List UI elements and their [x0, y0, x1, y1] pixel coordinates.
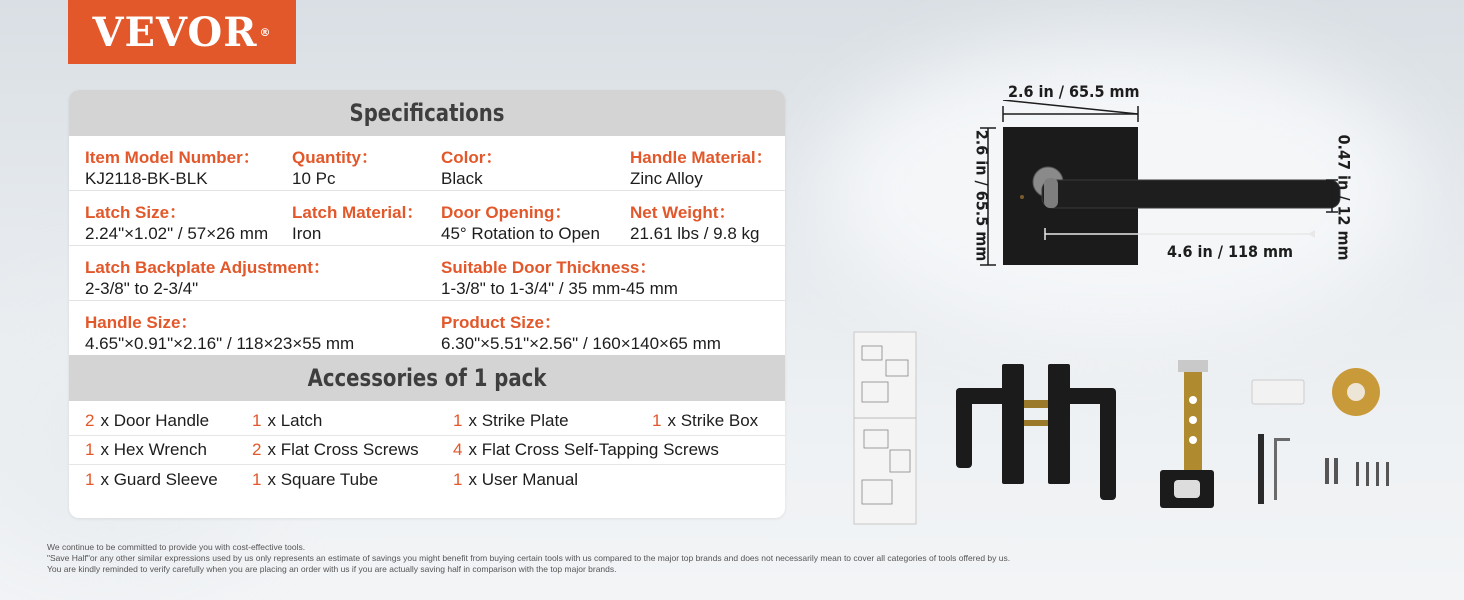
- spec-row: [69, 246, 785, 301]
- spec-item: [614, 203, 784, 245]
- accessory-item: [437, 411, 636, 431]
- spec-row: [69, 191, 785, 246]
- accessory-name: x Strike Box: [667, 411, 759, 430]
- brand-logo: VEVOR ®: [68, 0, 296, 64]
- spec-item: [614, 148, 784, 190]
- disclaimer-line: You are kindly reminded to verify carefully when you are placing an order with us if you are actually saving half in comparison with the top major brands.: [47, 564, 617, 574]
- accessories-header: [69, 355, 785, 401]
- spec-value: KJ2118-BK-BLK: [85, 169, 208, 188]
- spec-item: [69, 313, 425, 355]
- spec-item: [69, 258, 425, 300]
- spec-row: [69, 301, 785, 355]
- accessory-item: [69, 440, 236, 460]
- hex-wrench-icon: [1258, 434, 1290, 504]
- disclaimer: [47, 542, 1010, 575]
- spec-label: Item Model Number：: [85, 148, 260, 167]
- accessory-qty: 1: [252, 469, 262, 489]
- accessory-name: x Door Handle: [100, 411, 210, 430]
- accessory-row: [69, 465, 785, 494]
- accessory-name: x User Manual: [468, 469, 579, 489]
- spec-label: Handle Size：: [85, 313, 198, 332]
- accessory-row: [69, 436, 785, 465]
- specifications-header: [69, 90, 785, 136]
- spec-item: [69, 148, 276, 190]
- spec-item: [425, 258, 784, 300]
- accessory-item: [69, 411, 236, 431]
- spec-value: Zinc Alloy: [630, 169, 703, 188]
- spec-label: Product Size：: [441, 313, 561, 332]
- accessories-image: [850, 330, 1410, 530]
- accessory-name: x Guard Sleeve: [100, 469, 218, 489]
- spec-item: [425, 313, 784, 355]
- accessory-item: [636, 411, 784, 431]
- accessory-item: [236, 411, 437, 431]
- spec-row: [69, 136, 785, 191]
- spec-card: [69, 90, 785, 518]
- height-dimension-label: 2.6 in / 65.5 mm: [972, 129, 992, 262]
- spec-label: Latch Size：: [85, 203, 187, 222]
- spec-value: 6.30"×5.51"×2.56" / 160×140×65 mm: [441, 334, 721, 353]
- handle-thickness-label: 0.47 in / 12 mm: [1334, 134, 1354, 261]
- accessory-row: [69, 407, 785, 436]
- spec-value: 21.61 lbs / 9.8 kg: [630, 224, 760, 243]
- accessory-name: x Strike Plate: [468, 411, 569, 430]
- accessory-item: [437, 440, 784, 460]
- spec-label: Color：: [441, 148, 503, 167]
- guard-sleeve-icon: [1252, 380, 1304, 404]
- accessory-qty: 2: [252, 440, 262, 459]
- accessory-item: [437, 470, 784, 490]
- accessory-qty: 1: [252, 411, 262, 430]
- spec-label: Suitable Door Thickness：: [441, 258, 657, 277]
- spec-value: Black: [441, 169, 483, 188]
- spec-value: Iron: [292, 224, 322, 243]
- accessory-qty: 1: [85, 469, 95, 489]
- strike-box-icon: [1332, 368, 1380, 416]
- spec-value: 1-3/8" to 1-3/4" / 35 mm-45 mm: [441, 279, 678, 298]
- accessory-qty: 1: [453, 469, 463, 489]
- spec-label: Handle Material：: [630, 148, 773, 167]
- accessory-name: x Square Tube: [267, 469, 379, 489]
- accessory-qty: 1: [453, 411, 463, 430]
- accessory-item: [236, 470, 437, 490]
- accessory-qty: 1: [85, 440, 95, 459]
- spec-label: Door Opening：: [441, 203, 572, 222]
- accessory-qty: 1: [652, 411, 662, 430]
- accessories-title: Accessories of 1 pack: [133, 355, 720, 401]
- screws-icon: [1325, 458, 1389, 486]
- spec-label: Quantity：: [292, 148, 378, 167]
- width-dimension-label: 2.6 in / 65.5 mm: [1008, 82, 1140, 101]
- strike-plate-icon: [1160, 470, 1214, 508]
- disclaimer-line: We continue to be committed to provide you with cost-effective tools.: [47, 542, 306, 552]
- spec-value: 2-3/8" to 2-3/4": [85, 279, 199, 298]
- accessory-item: [69, 470, 236, 490]
- spec-label: Net Weight：: [630, 203, 736, 222]
- spec-value: 4.65"×0.91"×2.16" / 118×23×55 mm: [85, 334, 355, 353]
- spec-item: [276, 203, 425, 245]
- disclaimer-line: "Save Half"or any other similar expressions used by us only represents an estimate of savings you might benefit from buying certain tools with us compared to the major top brands and does not necessarily mean to cover all categories of tools offered by us.: [47, 553, 1011, 563]
- accessory-qty: 4: [453, 440, 463, 459]
- accessory-item: [236, 440, 437, 460]
- latch-icon: [1178, 360, 1208, 472]
- spec-item: [425, 203, 614, 245]
- accessory-qty: 2: [85, 411, 95, 430]
- door-handle-icon: [956, 364, 1116, 500]
- accessory-name: x Flat Cross Self-Tapping Screws: [468, 440, 719, 459]
- accessory-name: x Flat Cross Screws: [267, 440, 419, 459]
- spec-value: 2.24"×1.02" / 57×26 mm: [85, 224, 269, 243]
- accessory-name: x Hex Wrench: [100, 440, 207, 459]
- accessory-name: x Latch: [267, 411, 323, 430]
- spec-value: 45° Rotation to Open: [441, 224, 600, 243]
- spec-label: Latch Backplate Adjustment：: [85, 258, 330, 277]
- spec-label: Latch Material：: [292, 203, 424, 222]
- user-manual-icon: [854, 332, 916, 524]
- spec-value: 10 Pc: [292, 169, 336, 188]
- spec-item: [425, 148, 614, 190]
- handle-length-label: 4.6 in / 118 mm: [1167, 242, 1294, 261]
- spec-item: [276, 148, 425, 190]
- specifications-title: Specifications: [133, 90, 720, 136]
- spec-item: [69, 203, 276, 245]
